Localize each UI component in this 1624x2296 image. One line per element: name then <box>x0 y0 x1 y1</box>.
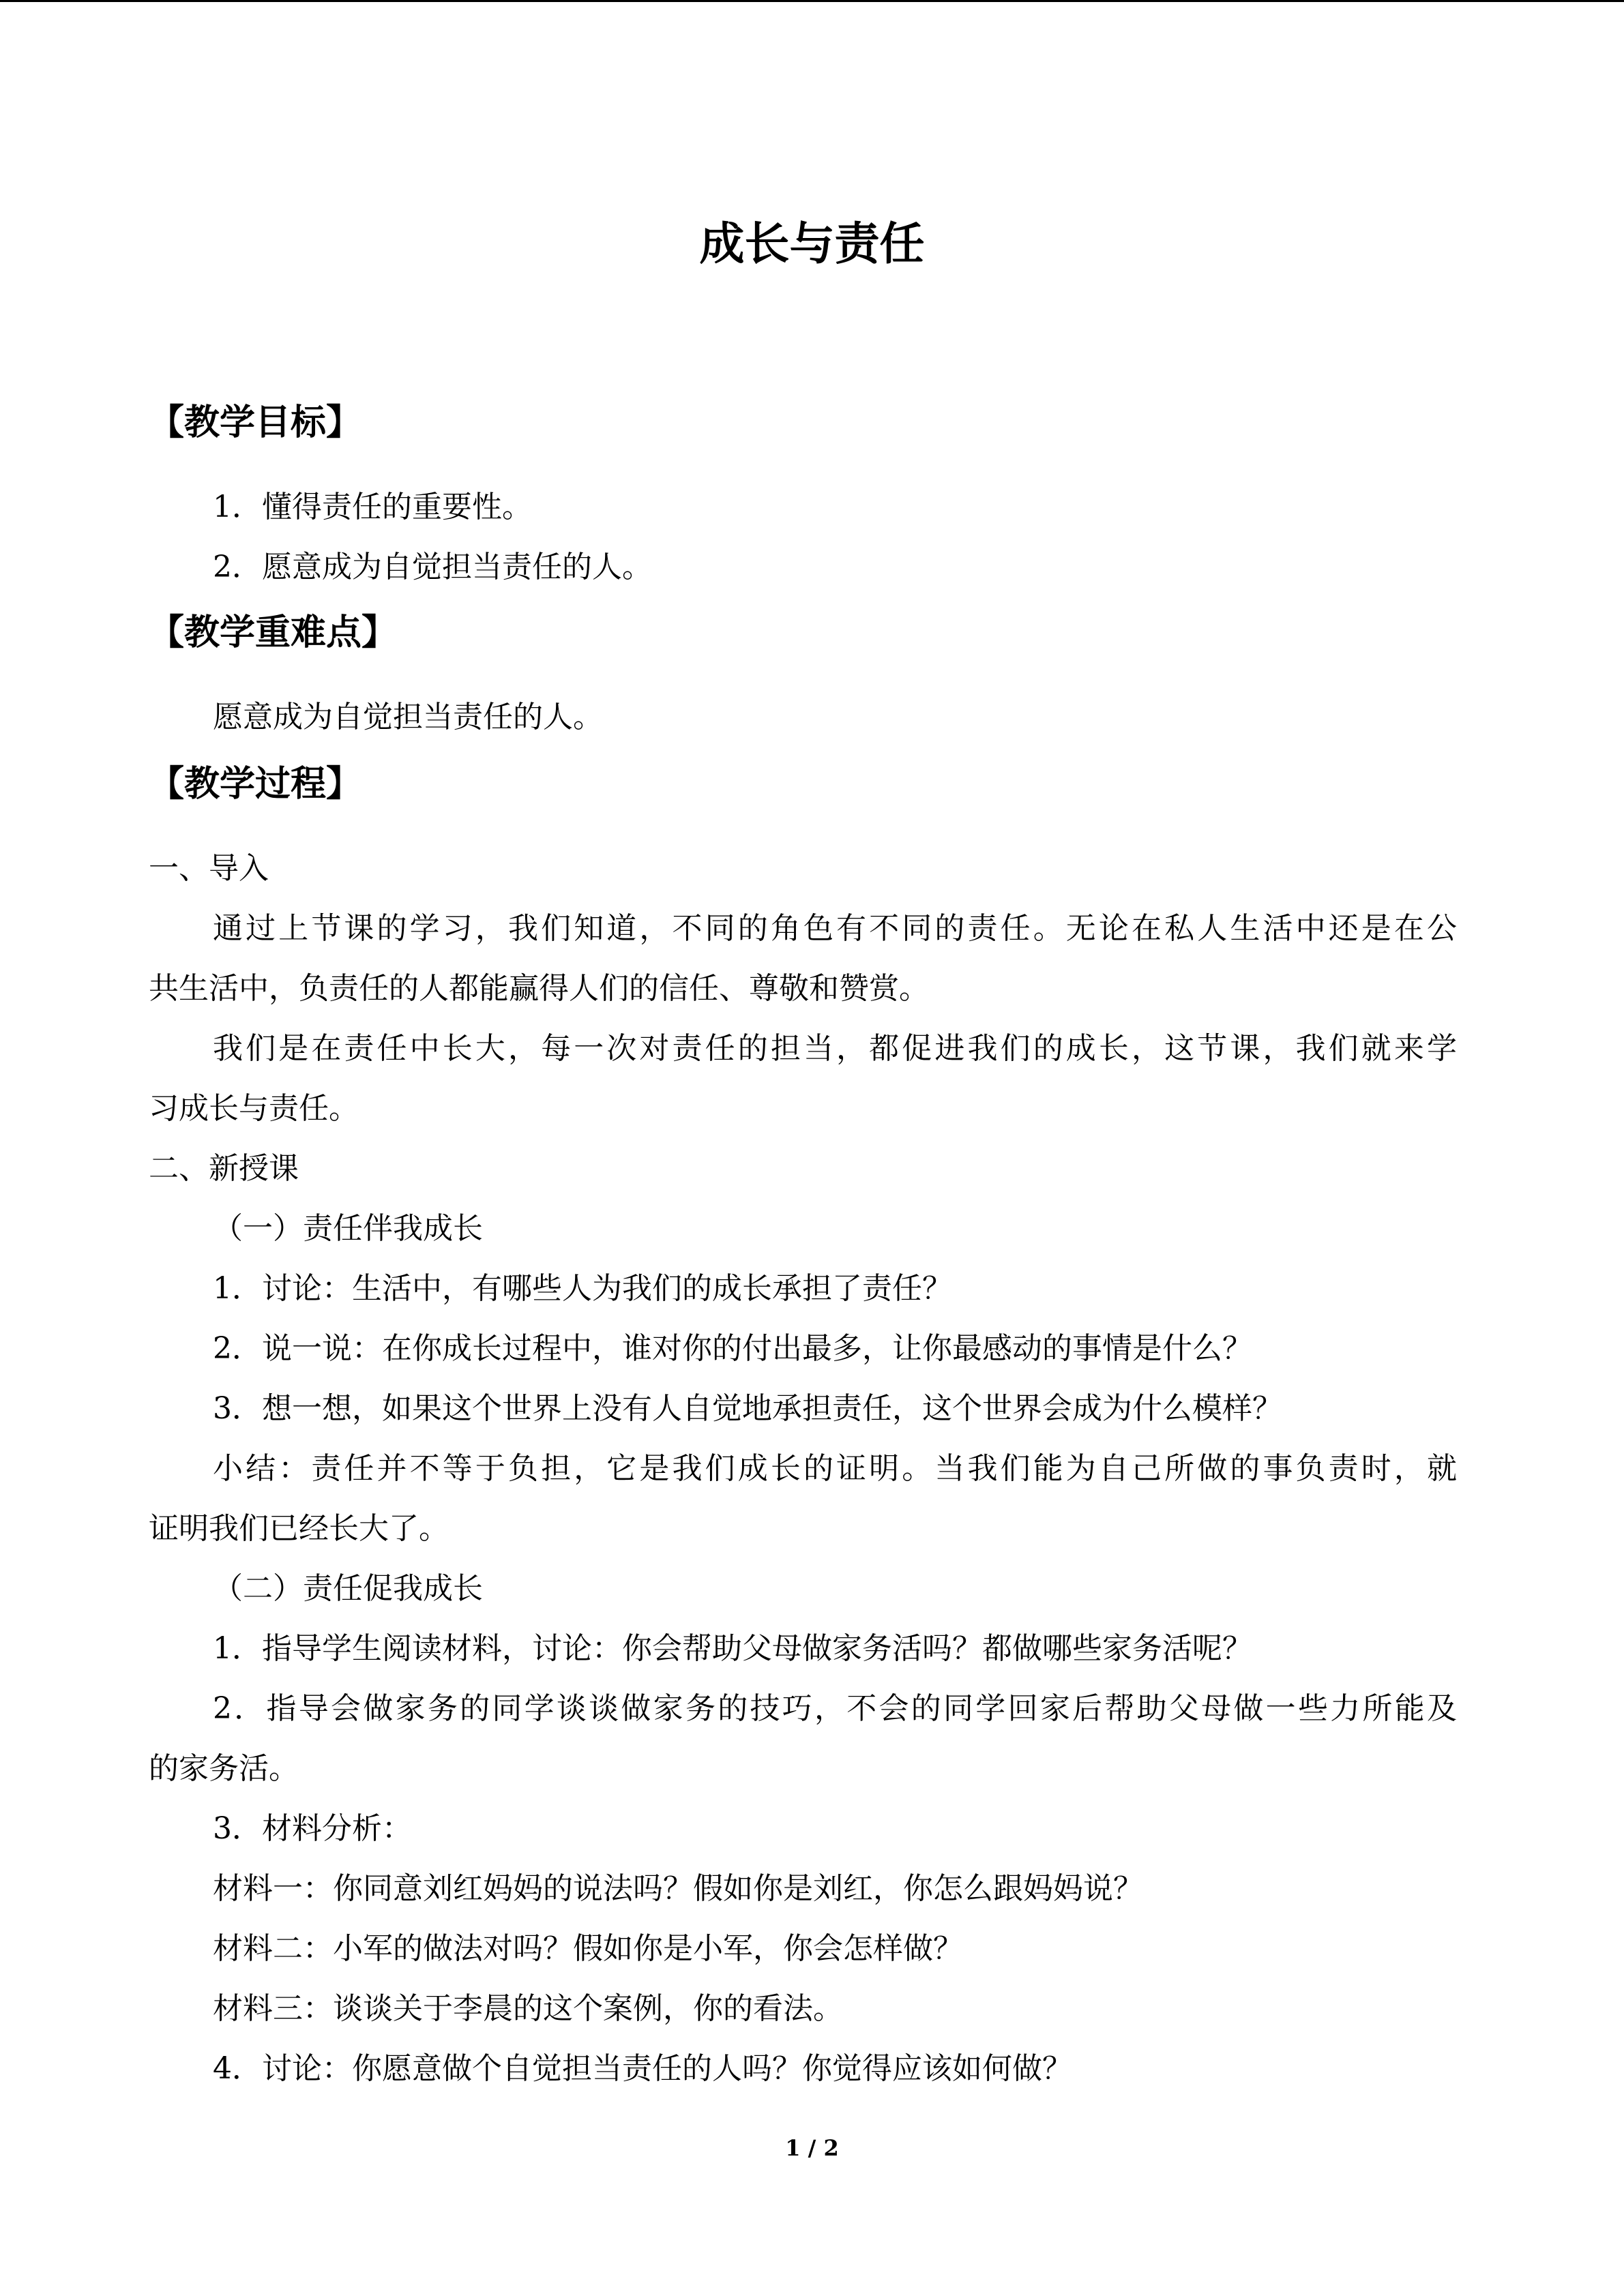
objective-item-2: 2．愿意成为自觉担当责任的人。 <box>213 550 652 584</box>
objective-item-1: 1．懂得责任的重要性。 <box>213 490 532 524</box>
sub2-item-4: 4．讨论：你愿意做个自觉担当责任的人吗？你觉得应该如何做？ <box>213 2051 1072 2086</box>
sub1-item-1: 1．讨论：生活中，有哪些人为我们的成长承担了责任？ <box>213 1271 952 1306</box>
sub1-item-2: 2．说一说：在你成长过程中，谁对你的付出最多，让你最感动的事情是什么？ <box>213 1331 1252 1366</box>
sub2-item-2-line1: 2．指导会做家务的同学谈谈做家务的技巧，不会的同学回家后帮助父母做一些力所能及 <box>213 1691 1457 1726</box>
part1-para2-line2: 习成长与责任。 <box>149 1091 359 1126</box>
part1-para1-line2: 共生活中，负责任的人都能赢得人们的信任、尊敬和赞赏。 <box>149 971 929 1006</box>
section-heading-objectives: 【教学目标】 <box>149 402 362 443</box>
sub2-item-3: 3．材料分析： <box>213 1811 412 1846</box>
sub1-summary-line1: 小结：责任并不等于负担，它是我们成长的证明。当我们能为自己所做的事负责时，就 <box>213 1451 1457 1486</box>
part1-para2-line1: 我们是在责任中长大，每一次对责任的担当，都促进我们的成长，这节课，我们就来学 <box>213 1031 1457 1066</box>
sub2-item-2-line2: 的家务活。 <box>149 1751 299 1786</box>
material-2: 材料二：小军的做法对吗？假如你是小军，你会怎样做？ <box>213 1931 963 1966</box>
page-top-border <box>0 0 1624 2</box>
part1-para1-line1: 通过上节课的学习，我们知道，不同的角色有不同的责任。无论在私人生活中还是在公 <box>213 911 1457 946</box>
document-title: 成长与责任 <box>699 217 925 270</box>
material-3: 材料三：谈谈关于李晨的这个案例，你的看法。 <box>213 1991 843 2026</box>
part2-label: 二、新授课 <box>149 1151 299 1186</box>
part1-label: 一、导入 <box>149 851 269 886</box>
material-1: 材料一：你同意刘红妈妈的说法吗？假如你是刘红，你怎么跟妈妈说？ <box>213 1871 1143 1906</box>
section-heading-process: 【教学过程】 <box>149 763 362 805</box>
sub2-label: （二）责任促我成长 <box>213 1571 483 1606</box>
sub1-summary-line2: 证明我们已经长大了。 <box>149 1511 449 1546</box>
section-heading-key-points: 【教学重难点】 <box>149 612 398 653</box>
key-points-text: 愿意成为自觉担当责任的人。 <box>213 700 603 734</box>
sub2-item-1: 1．指导学生阅读材料，讨论：你会帮助父母做家务活吗？都做哪些家务活呢？ <box>213 1631 1252 1666</box>
page-number: 1 / 2 <box>785 2135 839 2161</box>
sub1-item-3: 3．想一想，如果这个世界上没有人自觉地承担责任，这个世界会成为什么模样？ <box>213 1391 1282 1426</box>
sub1-label: （一）责任伴我成长 <box>213 1211 483 1246</box>
